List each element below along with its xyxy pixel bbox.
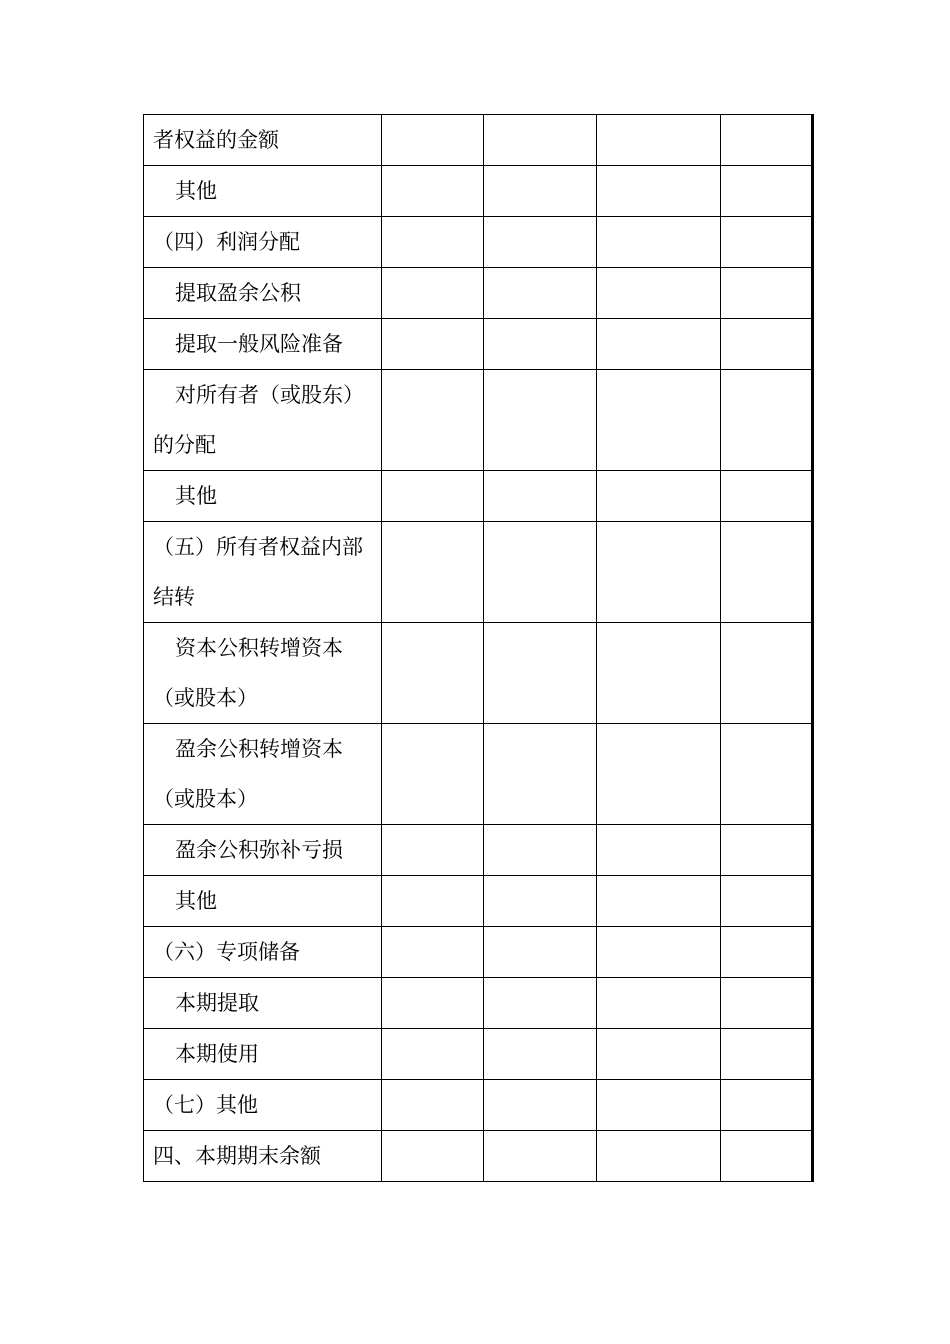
value-cell xyxy=(382,115,484,166)
value-cell xyxy=(382,471,484,522)
value-cell xyxy=(721,370,813,471)
value-cell xyxy=(484,1131,597,1182)
row-label-cell xyxy=(144,319,382,370)
value-cell xyxy=(484,876,597,927)
value-cell xyxy=(484,370,597,471)
row-label-cell xyxy=(144,623,382,724)
row-label-text: （四）利润分配 xyxy=(153,230,300,254)
row-label-text: （五）所有者权益内部 xyxy=(153,535,363,559)
value-cell xyxy=(382,1029,484,1080)
value-cell xyxy=(382,623,484,724)
row-label-cell xyxy=(144,1080,382,1131)
value-cell xyxy=(382,876,484,927)
table-row xyxy=(144,217,813,268)
table-row xyxy=(144,522,813,623)
value-cell xyxy=(597,319,721,370)
table-row xyxy=(144,978,813,1029)
value-cell xyxy=(597,927,721,978)
table-row xyxy=(144,319,813,370)
value-cell xyxy=(484,268,597,319)
row-label-text: 结转 xyxy=(153,585,195,609)
value-cell xyxy=(382,978,484,1029)
row-label-text: 其他 xyxy=(175,484,217,508)
value-cell xyxy=(484,522,597,623)
table-row xyxy=(144,166,813,217)
table-row xyxy=(144,623,813,724)
row-label-cell xyxy=(144,166,382,217)
row-label-cell xyxy=(144,217,382,268)
value-cell xyxy=(382,927,484,978)
row-label-cell xyxy=(144,268,382,319)
row-label-text: 提取盈余公积 xyxy=(175,281,301,305)
value-cell xyxy=(721,166,813,217)
value-cell xyxy=(721,927,813,978)
value-cell xyxy=(597,471,721,522)
row-label-cell xyxy=(144,370,382,471)
table-row xyxy=(144,927,813,978)
value-cell xyxy=(721,1131,813,1182)
row-label-text: 其他 xyxy=(175,889,217,913)
row-label-cell xyxy=(144,522,382,623)
value-cell xyxy=(597,724,721,825)
value-cell xyxy=(721,1029,813,1080)
value-cell xyxy=(484,927,597,978)
value-cell xyxy=(597,522,721,623)
row-label-text: （七）其他 xyxy=(153,1093,258,1117)
row-label-cell xyxy=(144,927,382,978)
value-cell xyxy=(382,319,484,370)
value-cell xyxy=(484,1029,597,1080)
value-cell xyxy=(382,268,484,319)
row-label-cell xyxy=(144,1131,382,1182)
value-cell xyxy=(597,1131,721,1182)
row-label-text: （或股本） xyxy=(153,787,258,811)
value-cell xyxy=(721,319,813,370)
table-body xyxy=(144,115,813,1182)
value-cell xyxy=(721,825,813,876)
value-cell xyxy=(484,825,597,876)
value-cell xyxy=(597,268,721,319)
value-cell xyxy=(597,217,721,268)
value-cell xyxy=(382,166,484,217)
row-label-text: 盈余公积转增资本 xyxy=(175,737,343,761)
value-cell xyxy=(597,978,721,1029)
value-cell xyxy=(382,1131,484,1182)
value-cell xyxy=(597,1029,721,1080)
value-cell xyxy=(597,166,721,217)
value-cell xyxy=(721,1080,813,1131)
value-cell xyxy=(721,471,813,522)
row-label-cell xyxy=(144,978,382,1029)
table-row xyxy=(144,876,813,927)
value-cell xyxy=(382,370,484,471)
row-label-text: 本期提取 xyxy=(175,991,259,1015)
value-cell xyxy=(484,217,597,268)
value-cell xyxy=(484,724,597,825)
value-cell xyxy=(484,319,597,370)
row-label-text: 四、本期期末余额 xyxy=(153,1144,321,1168)
row-label-text: 盈余公积弥补亏损 xyxy=(175,838,343,862)
value-cell xyxy=(382,825,484,876)
row-label-text: 对所有者（或股东） xyxy=(175,383,364,407)
table-row xyxy=(144,370,813,471)
row-label-cell xyxy=(144,1029,382,1080)
row-label-cell xyxy=(144,876,382,927)
row-label-cell xyxy=(144,825,382,876)
table-row xyxy=(144,115,813,166)
value-cell xyxy=(484,471,597,522)
equity-change-table xyxy=(143,114,814,1182)
value-cell xyxy=(721,876,813,927)
value-cell xyxy=(484,978,597,1029)
value-cell xyxy=(382,522,484,623)
row-label-cell xyxy=(144,471,382,522)
value-cell xyxy=(382,1080,484,1131)
value-cell xyxy=(597,825,721,876)
value-cell xyxy=(484,1080,597,1131)
value-cell xyxy=(721,623,813,724)
table-row xyxy=(144,471,813,522)
table-row xyxy=(144,724,813,825)
value-cell xyxy=(597,1080,721,1131)
row-label-text: 提取一般风险准备 xyxy=(175,332,343,356)
value-cell xyxy=(721,724,813,825)
value-cell xyxy=(721,217,813,268)
row-label-text: 者权益的金额 xyxy=(153,128,279,152)
row-label-text: 本期使用 xyxy=(175,1042,259,1066)
value-cell xyxy=(484,115,597,166)
row-label-text: （或股本） xyxy=(153,686,258,710)
value-cell xyxy=(721,978,813,1029)
value-cell xyxy=(597,876,721,927)
value-cell xyxy=(721,268,813,319)
value-cell xyxy=(721,115,813,166)
table-row xyxy=(144,1029,813,1080)
table-row xyxy=(144,1131,813,1182)
table-row xyxy=(144,268,813,319)
row-label-text: （六）专项储备 xyxy=(153,940,300,964)
value-cell xyxy=(382,724,484,825)
row-label-cell xyxy=(144,115,382,166)
table-row xyxy=(144,825,813,876)
value-cell xyxy=(382,217,484,268)
value-cell xyxy=(597,115,721,166)
row-label-text: 的分配 xyxy=(153,433,216,457)
value-cell xyxy=(597,623,721,724)
row-label-text: 资本公积转增资本 xyxy=(175,636,343,660)
value-cell xyxy=(721,522,813,623)
row-label-cell xyxy=(144,724,382,825)
row-label-text: 其他 xyxy=(175,179,217,203)
table-row xyxy=(144,1080,813,1131)
value-cell xyxy=(484,623,597,724)
value-cell xyxy=(597,370,721,471)
value-cell xyxy=(484,166,597,217)
